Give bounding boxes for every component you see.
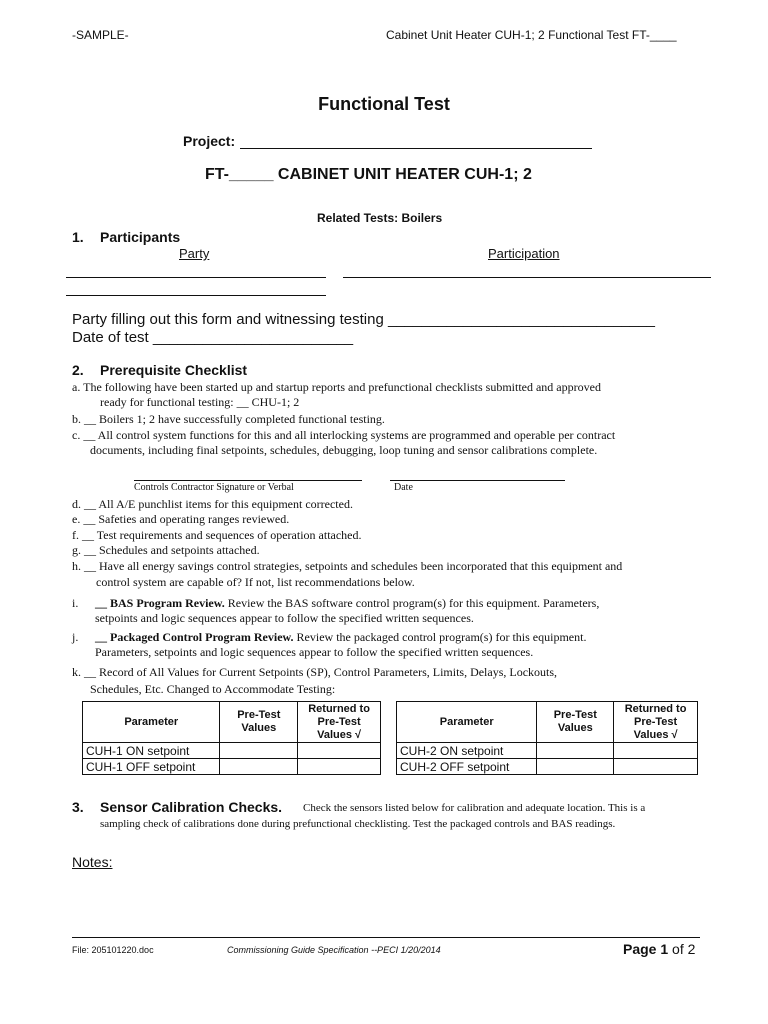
packaged-control-review-label: __ Packaged Control Program Review. <box>95 630 294 644</box>
section3-number: 3. <box>72 799 84 815</box>
bas-program-review-text: Review the BAS software control program(s) for this equipment. Parameters, <box>224 596 600 610</box>
checklist-item-h-cont: control system are capable of? If not, list recommendations below. <box>96 575 415 589</box>
ft-title: FT-_____ CABINET UNIT HEATER CUH-1; 2 <box>205 166 532 183</box>
section3-text: Check the sensors listed below for calibration and adequate location. This is a <box>303 802 646 814</box>
returned-value-cell[interactable] <box>614 743 698 759</box>
checklist-item-i <box>95 596 599 611</box>
bas-program-review-label: __ BAS Program Review. <box>95 596 225 610</box>
setpoint-table-left <box>82 701 381 775</box>
participation-column-label: Participation <box>488 246 560 261</box>
checklist-item-c: c. __ All control system functions for this and all interlocking systems are programmed and operable per contract <box>72 428 616 442</box>
party-column-label: Party <box>179 246 210 261</box>
pretest-value-cell[interactable] <box>537 743 614 759</box>
footer-file: File: 205101220.doc <box>72 945 154 955</box>
footer-guide: Commissioning Guide Specification --PECI 1/20/2014 <box>227 945 441 955</box>
header-left: -SAMPLE- <box>72 28 129 42</box>
section1-title: Participants <box>100 229 181 245</box>
checklist-item-c-cont: documents, including final setpoints, schedules, debugging, loop tuning and sensor calibrations complete. <box>90 443 598 457</box>
party-line-1[interactable] <box>66 277 326 278</box>
returned-header: Returned to Pre-Test Values √ <box>298 702 381 743</box>
parameter-header: Parameter <box>397 702 537 743</box>
checklist-item-f: f. __ Test requirements and sequences of operation attached. <box>72 528 362 542</box>
signature-label: Controls Contractor Signature or Verbal <box>134 482 294 493</box>
parameter-cell: CUH-2 ON setpoint <box>397 743 537 759</box>
section2-title: Prerequisite Checklist <box>100 362 248 378</box>
pretest-header: Pre-Test Values <box>537 702 614 743</box>
checklist-item-e: e. __ Safeties and operating ranges reviewed. <box>72 512 290 526</box>
date-of-test-field[interactable]: Date of test ________________________ <box>72 329 354 346</box>
checklist-item-i-cont: setpoints and logic sequences appear to follow the specified written sequences. <box>95 611 474 625</box>
pretest-value-cell[interactable] <box>220 759 298 775</box>
parameter-cell: CUH-1 OFF setpoint <box>83 759 220 775</box>
parameter-cell: CUH-1 ON setpoint <box>83 743 220 759</box>
table-row <box>397 743 698 759</box>
signature-date-line[interactable] <box>390 480 565 481</box>
section3-text-cont: sampling check of calibrations done during prefunctional checklisting. Test the packaged controls and BAS readings. <box>100 818 616 830</box>
returned-value-cell[interactable] <box>614 759 698 775</box>
contractor-signature-line[interactable] <box>134 480 362 481</box>
pretest-value-cell[interactable] <box>220 743 298 759</box>
pretest-value-cell[interactable] <box>537 759 614 775</box>
checklist-item-a-cont: ready for functional testing: __ CHU-1; 2 <box>100 395 300 409</box>
table-row <box>83 759 381 775</box>
footer-page-number: Page 1 of 2 <box>623 941 696 957</box>
table-row <box>83 743 381 759</box>
checklist-item-j <box>95 630 586 645</box>
checklist-item-h: h. __ Have all energy savings control strategies, setpoints and schedules been incorporated that this equipment and <box>72 559 623 573</box>
checklist-item-j-letter: j. <box>72 630 79 644</box>
section2-number: 2. <box>72 362 84 378</box>
footer-divider <box>72 937 700 938</box>
participation-line-1[interactable] <box>343 277 711 278</box>
page-title: Functional Test <box>318 94 450 114</box>
checklist-item-d: d. __ All A/E punchlist items for this equipment corrected. <box>72 497 353 511</box>
related-tests: Related Tests: Boilers <box>317 211 443 225</box>
setpoint-table-right <box>396 701 698 775</box>
returned-value-cell[interactable] <box>298 759 381 775</box>
checklist-item-j-cont: Parameters, setpoints and logic sequences appear to follow the specified written sequences. <box>95 645 534 659</box>
packaged-control-review-text: Review the packaged control program(s) for this equipment. <box>293 630 587 644</box>
checklist-item-k-cont: Schedules, Etc. Changed to Accommodate Testing: <box>90 682 336 696</box>
project-line[interactable] <box>240 148 592 149</box>
pretest-header: Pre-Test Values <box>220 702 298 743</box>
party-line-2[interactable] <box>66 295 326 296</box>
parameter-cell: CUH-2 OFF setpoint <box>397 759 537 775</box>
parameter-header: Parameter <box>83 702 220 743</box>
checklist-item-i-letter: i. <box>72 596 79 610</box>
signature-date-label: Date <box>394 482 413 493</box>
section1-number: 1. <box>72 229 84 245</box>
checklist-item-k: k. __ Record of All Values for Current Setpoints (SP), Control Parameters, Limits, Delays, Lockouts, <box>72 665 558 679</box>
checklist-item-a: a. The following have been started up and startup reports and prefunctional checklists submitted and approved <box>72 380 601 394</box>
notes-label: Notes: <box>72 854 113 870</box>
witness-field[interactable]: Party filling out this form and witnessing testing ________________________________ <box>72 311 655 328</box>
header-right: Cabinet Unit Heater CUH-1; 2 Functional Test FT-____ <box>386 28 677 42</box>
returned-value-cell[interactable] <box>298 743 381 759</box>
project-label: Project: <box>183 133 236 149</box>
returned-header: Returned to Pre-Test Values √ <box>614 702 698 743</box>
section3-title: Sensor Calibration Checks. <box>100 799 283 815</box>
checklist-item-g: g. __ Schedules and setpoints attached. <box>72 543 260 557</box>
table-row <box>397 759 698 775</box>
checklist-item-b: b. __ Boilers 1; 2 have successfully completed functional testing. <box>72 412 385 426</box>
